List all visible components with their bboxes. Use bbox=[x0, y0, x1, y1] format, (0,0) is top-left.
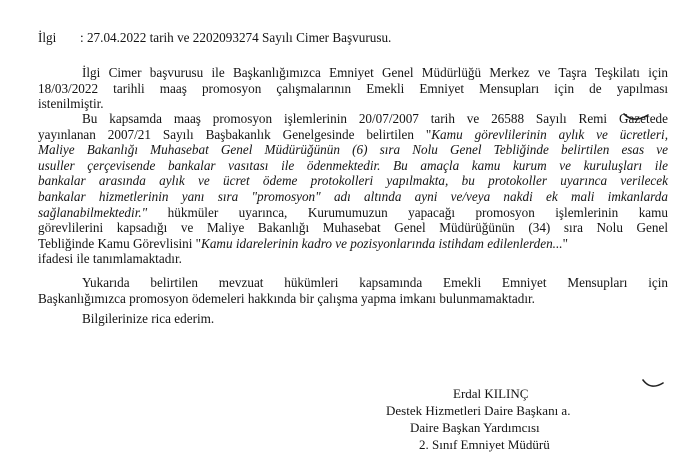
signer-deputy-title: Daire Başkan Yardımcısı bbox=[410, 420, 540, 435]
reference-line bbox=[38, 30, 391, 46]
paragraph-line: Bu kapsamda maaş promosyon işlemlerinin 20/07/2007 tarih ve 26588 Sayılı Remi Gazetede bbox=[82, 111, 668, 126]
paragraph-line bbox=[38, 127, 668, 143]
paragraph-line: bankalar arasında aylık ve ücret ödeme protokolleri yapılmakta, bu protokoller uyarınca verilecek bbox=[38, 173, 668, 189]
paragraph-line: görevlilerini kapsadığı ve Maliye Bakanlığı Muhasebat Genel Müdürüğünün (34) sıra Nolu Genel bbox=[38, 220, 668, 236]
text-plain: Tebliğinde Kamu Görevlisini " bbox=[38, 235, 202, 251]
text-italic: sağlanabilmektedir." bbox=[38, 204, 148, 220]
signer-title: Destek Hizmetleri Daire Başkanı a. bbox=[386, 403, 571, 418]
text-plain: hükmüler uyarınca, Kurumumuzun yapacağı promosyon işlemlerinin kamu bbox=[147, 204, 668, 220]
paragraph-line bbox=[38, 236, 668, 252]
signature-block bbox=[386, 385, 570, 453]
paragraph-line: 18/03/2022 tarihli maaş promosyon çalışmalarının Emekli Emniyet Mensupları için de yapılması bbox=[38, 80, 668, 96]
pen-mark-icon bbox=[641, 377, 665, 391]
text-plain: " bbox=[562, 235, 568, 251]
paragraph-line: Yukarıda belirtilen mevzuat hükümleri kapsamında Emekli Emniyet Mensupları için bbox=[82, 275, 668, 290]
paragraph-line: usuller çerçevisende bankalar vasıtası ile ödenmektedir. Bu amaçla kamu kurum ve kuruluşları ile bbox=[38, 157, 668, 173]
reference-text: : 27.04.2022 tarih ve 2202093274 Sayılı Cimer Başvurusu. bbox=[80, 30, 392, 45]
paragraph-conclusion bbox=[38, 275, 668, 306]
text-italic: Kamu idarelerinin kadro ve pozisyonlarında istihdam edilenlerden... bbox=[201, 235, 563, 251]
signer-name: Erdal KILINÇ bbox=[453, 386, 529, 401]
paragraph-line: bankalar hizmetlerinin yanı sıra "promosyon" adı altında ayni ve/veya nakdi ek mali imkanlarda bbox=[38, 188, 668, 204]
paragraph-line: ifadesi ile tanımlamaktadır. bbox=[38, 251, 182, 267]
closing-line: Bilgilerinize rica ederim. bbox=[82, 311, 215, 326]
pen-mark-icon bbox=[622, 110, 650, 124]
paragraph-line: İlgi Cimer başvurusu ile Başkanlığımızca Emniyet Genel Müdürlüğü Merkez ve Taşra Teşkilatı için bbox=[82, 65, 668, 80]
text-italic: Kamu görevlilerinin aylık ve ücretleri, bbox=[431, 126, 668, 142]
reference-key: İlgi bbox=[38, 30, 57, 45]
paragraph-line: Maliye Bakanlığı Muhasebat Genel Müdürüğünün (6) sıra Nolu Genel Tebliğinde belirtilen esas ve bbox=[38, 142, 668, 158]
paragraph-line: Başkanlığımızca promosyon ödemeleri hakkında bir çalışma yapma imkanı bulunmamaktadır. bbox=[38, 290, 535, 306]
paragraph-legislation bbox=[38, 111, 668, 267]
paragraph-closing bbox=[38, 311, 668, 327]
paragraph-request bbox=[38, 65, 668, 112]
signer-rank: 2. Sınıf Emniyet Müdürü bbox=[419, 437, 550, 452]
text-plain: yayınlanan 2007/21 Sayılı Başbakanlık Genelgesinde belirtilen " bbox=[38, 126, 432, 142]
paragraph-line bbox=[38, 205, 668, 221]
paragraph-line: istenilmiştir. bbox=[38, 96, 104, 112]
